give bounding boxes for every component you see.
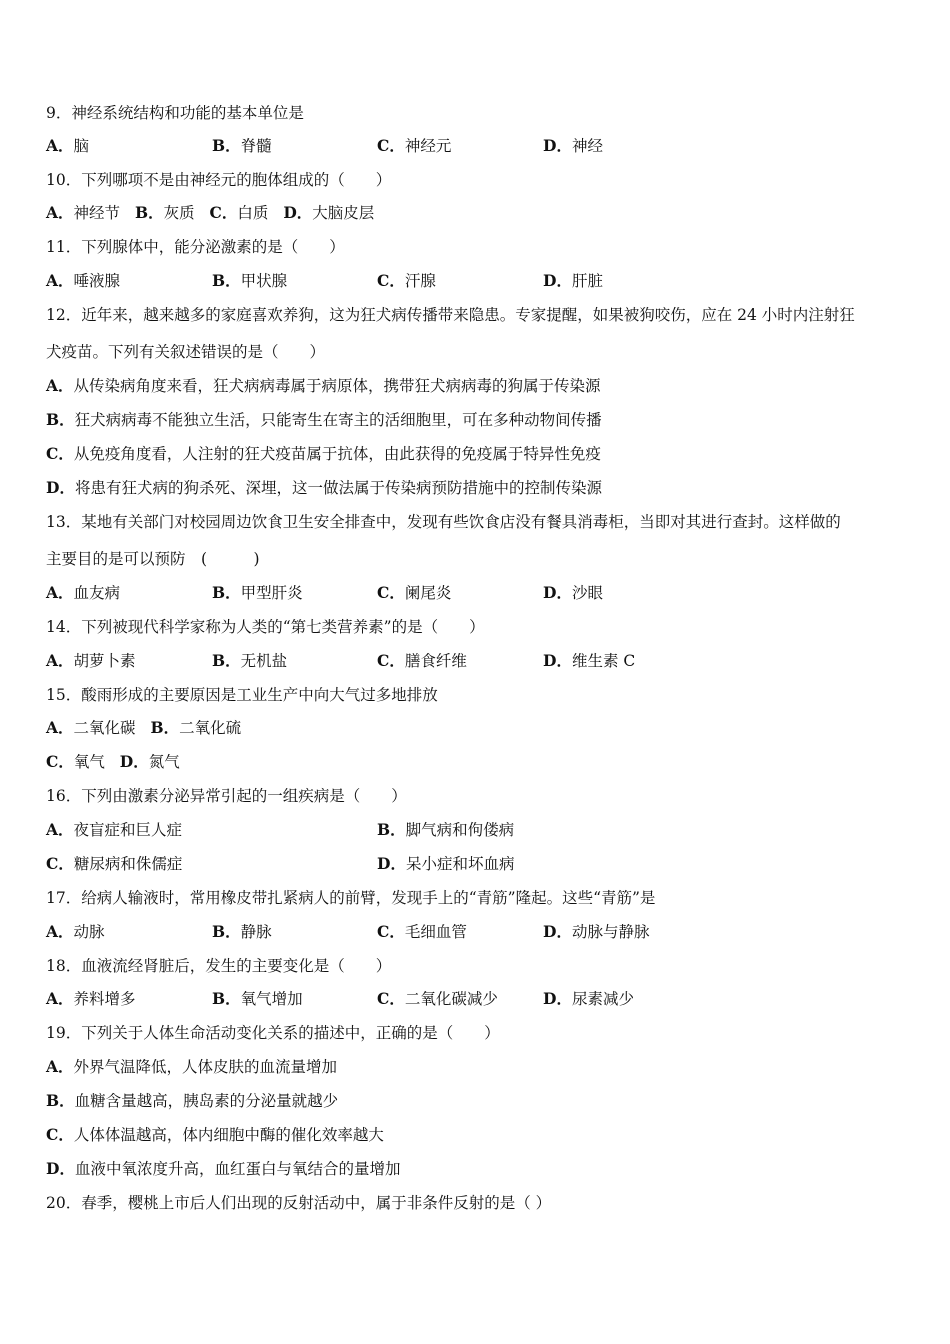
option-c: C．糖尿病和侏儒症 — [46, 854, 183, 873]
question-18-stem: 18．血液流经肾脏后，发生的主要变化是（ ） — [46, 957, 392, 975]
option-a: A．养料增多 — [46, 989, 136, 1008]
option-d: D．神经 — [543, 136, 603, 155]
question-19-option-c: C．人体体温越高，体内细胞中酶的催化效率越大 — [46, 1125, 384, 1144]
option-d: D．尿素减少 — [543, 989, 634, 1008]
option-c: C．阑尾炎 — [377, 583, 452, 602]
question-9-stem: 9．神经系统结构和功能的基本单位是 — [46, 104, 304, 122]
question-19-option-d: D．血液中氧浓度升高，血红蛋白与氧结合的量增加 — [46, 1159, 401, 1178]
option-a: A．胡萝卜素 — [46, 651, 136, 670]
option-d-key: D． — [119, 752, 149, 771]
option-d: D．呆小症和坏血病 — [377, 854, 515, 873]
option-b-key: B． — [134, 203, 164, 222]
question-19-option-b: B．血糖含量越高，胰岛素的分泌量就越少 — [46, 1091, 339, 1110]
question-19-option-a: A．外界气温降低，人体皮肤的血流量增加 — [46, 1057, 338, 1076]
option-d: D．动脉与静脉 — [543, 922, 650, 941]
option-d: D．维生素 C — [543, 651, 636, 670]
option-b: B．脊髓 — [212, 136, 272, 155]
option-c-text: 氧气 — [73, 753, 105, 771]
option-b: B．无机盐 — [212, 651, 288, 670]
option-c: C．膳食纤维 — [377, 651, 467, 670]
option-b: B．氧气增加 — [212, 989, 303, 1008]
question-10-stem: 10．下列哪项不是由神经元的胞体组成的（ ） — [46, 171, 392, 189]
option-b: B．脚气病和佝偻病 — [377, 820, 515, 839]
option-c-text: 白质 — [237, 204, 269, 222]
option-b: B．甲型肝炎 — [212, 583, 303, 602]
option-d-text: 大脑皮层 — [312, 204, 375, 222]
option-a-text: 神经节 — [73, 204, 121, 222]
option-c: C．神经元 — [377, 136, 452, 155]
option-c: C．二氧化碳减少 — [377, 989, 498, 1008]
option-b-key: B． — [150, 718, 180, 737]
question-17-stem: 17．给病人输液时，常用橡皮带扎紧病人的前臂，发现手上的“青筋”隆起。这些“青筋”是 — [46, 889, 656, 907]
question-20-stem: 20．春季，樱桃上市后人们出现的反射活动中，属于非条件反射的是（ ） — [46, 1194, 552, 1212]
option-a-key: A． — [46, 718, 74, 737]
option-c: C．汗腺 — [377, 271, 436, 290]
question-16-stem: 16．下列由激素分泌异常引起的一组疾病是（ ） — [46, 787, 407, 805]
question-12-option-b: B．狂犬病病毒不能独立生活，只能寄生在寄主的活细胞里，可在多种动物间传播 — [46, 410, 602, 429]
option-a: A．动脉 — [46, 922, 105, 941]
option-b-text: 灰质 — [163, 204, 195, 222]
option-d-key: D． — [283, 203, 313, 222]
question-15-options-cd — [46, 752, 910, 772]
option-c-key: C． — [46, 752, 74, 771]
option-d: D．沙眼 — [543, 583, 603, 602]
option-b: B．甲状腺 — [212, 271, 288, 290]
question-13-stem-line1: 13．某地有关部门对校园周边饮食卫生安全排查中，发现有些饮食店没有餐具消毒柜，当即对其进行查封。这样做的 — [46, 513, 841, 531]
question-12-option-d: D．将患有狂犬病的狗杀死、深埋，这一做法属于传染病预防措施中的控制传染源 — [46, 478, 602, 497]
option-a-text: 二氧化碳 — [73, 719, 136, 737]
question-13-stem-line2: 主要目的是可以预防 ( ) — [46, 550, 260, 568]
question-12-stem-line1: 12．近年来，越来越多的家庭喜欢养狗，这为狂犬病传播带来隐患。专家提醒，如果被狗咬伤，应在 24 小时内注射狂 — [46, 306, 855, 324]
option-d-text: 氮气 — [148, 753, 180, 771]
question-19-stem: 19．下列关于人体生命活动变化关系的描述中，正确的是（ ） — [46, 1024, 500, 1042]
question-12-stem-line2: 犬疫苗。下列有关叙述错误的是（ ） — [46, 343, 326, 361]
question-12-option-c: C．从免疫角度看，人注射的狂犬疫苗属于抗体，由此获得的免疫属于特异性免疫 — [46, 444, 601, 463]
question-10-options — [46, 203, 910, 223]
option-a: A．唾液腺 — [46, 271, 121, 290]
option-c: C．毛细血管 — [377, 922, 467, 941]
option-b-text: 二氧化硫 — [179, 719, 242, 737]
option-c-key: C． — [209, 203, 238, 222]
question-12-option-a: A．从传染病角度来看，狂犬病病毒属于病原体，携带狂犬病病毒的狗属于传染源 — [46, 376, 601, 395]
question-15-stem: 15．酸雨形成的主要原因是工业生产中向大气过多地排放 — [46, 686, 438, 704]
option-a: A．血友病 — [46, 583, 121, 602]
option-d: D．肝脏 — [543, 271, 603, 290]
question-11-stem: 11．下列腺体中，能分泌激素的是（ ） — [46, 238, 345, 256]
option-b: B．静脉 — [212, 922, 272, 941]
option-a-key: A． — [46, 203, 74, 222]
option-a: A．脑 — [46, 136, 90, 155]
option-a: A．夜盲症和巨人症 — [46, 820, 183, 839]
question-15-options-ab — [46, 718, 910, 738]
question-14-stem: 14．下列被现代科学家称为人类的“第七类营养素”的是（ ） — [46, 618, 485, 636]
